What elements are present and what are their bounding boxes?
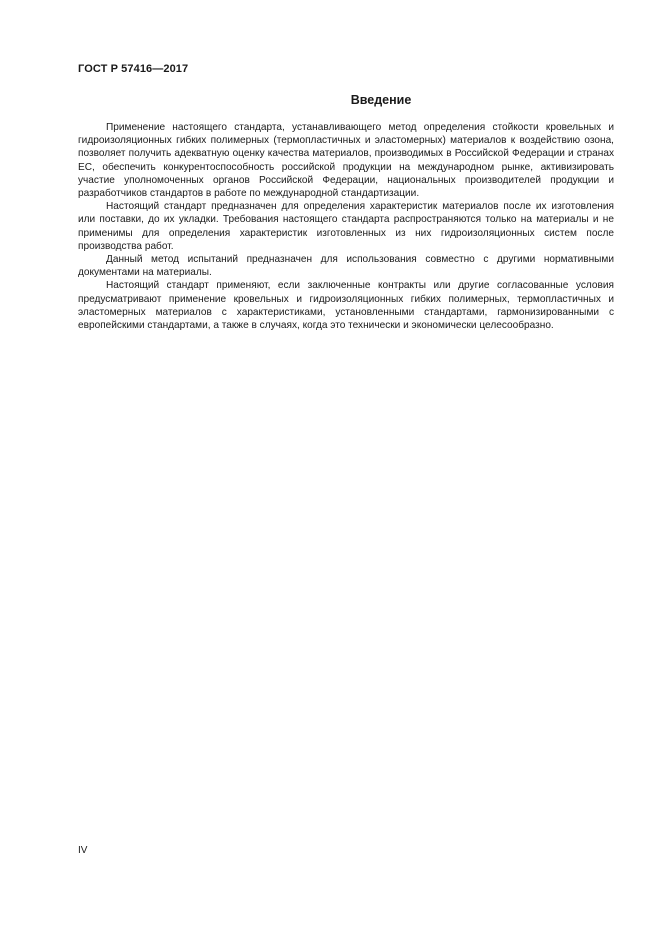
page-number: IV <box>78 845 88 856</box>
introduction-body <box>78 121 614 332</box>
paragraph-3: Данный метод испытаний предназначен для использования совместно с другими нормативными документами на материалы. <box>78 254 614 279</box>
section-title: Введение <box>350 93 412 107</box>
standard-code-header: ГОСТ Р 57416—2017 <box>78 63 189 75</box>
paragraph-2: Настоящий стандарт предназначен для определения характеристик материалов после их изготовления или поставки, до их укладки. Требования настоящего стандарта распространяются только на материалы и не применимы для определения характеристик изготовленных из них гидроизоляционных систем после производства работ. <box>78 201 614 252</box>
paragraph-1: Применение настоящего стандарта, устанавливающего метод определения стойкости кровельных и гидроизоляционных гибких полимерных (термопластичных и эластомерных) материалов к воздействию озона, позволяет получить адекватную оценку качества материалов, производимых в Российской Федерации и странах ЕС, обеспечить конкурентоспособность российской продукции на международном рынке, активизировать участие уполномоченных органов Российской Федерации, национальных производителей продукции и разработчиков стандартов в работе по международной стандартизации. <box>78 122 614 200</box>
paragraph-4: Настоящий стандарт применяют, если заключенные контракты или другие согласованные условия предусматривают применение кровельных и гидроизоляционных гибких полимерных, термопластичных и эластомерных материалов с характеристиками, установленными стандартами, гармонизированными с европейскими стандартами, а также в случаях, когда это технически и экономически целесообразно. <box>78 280 614 332</box>
